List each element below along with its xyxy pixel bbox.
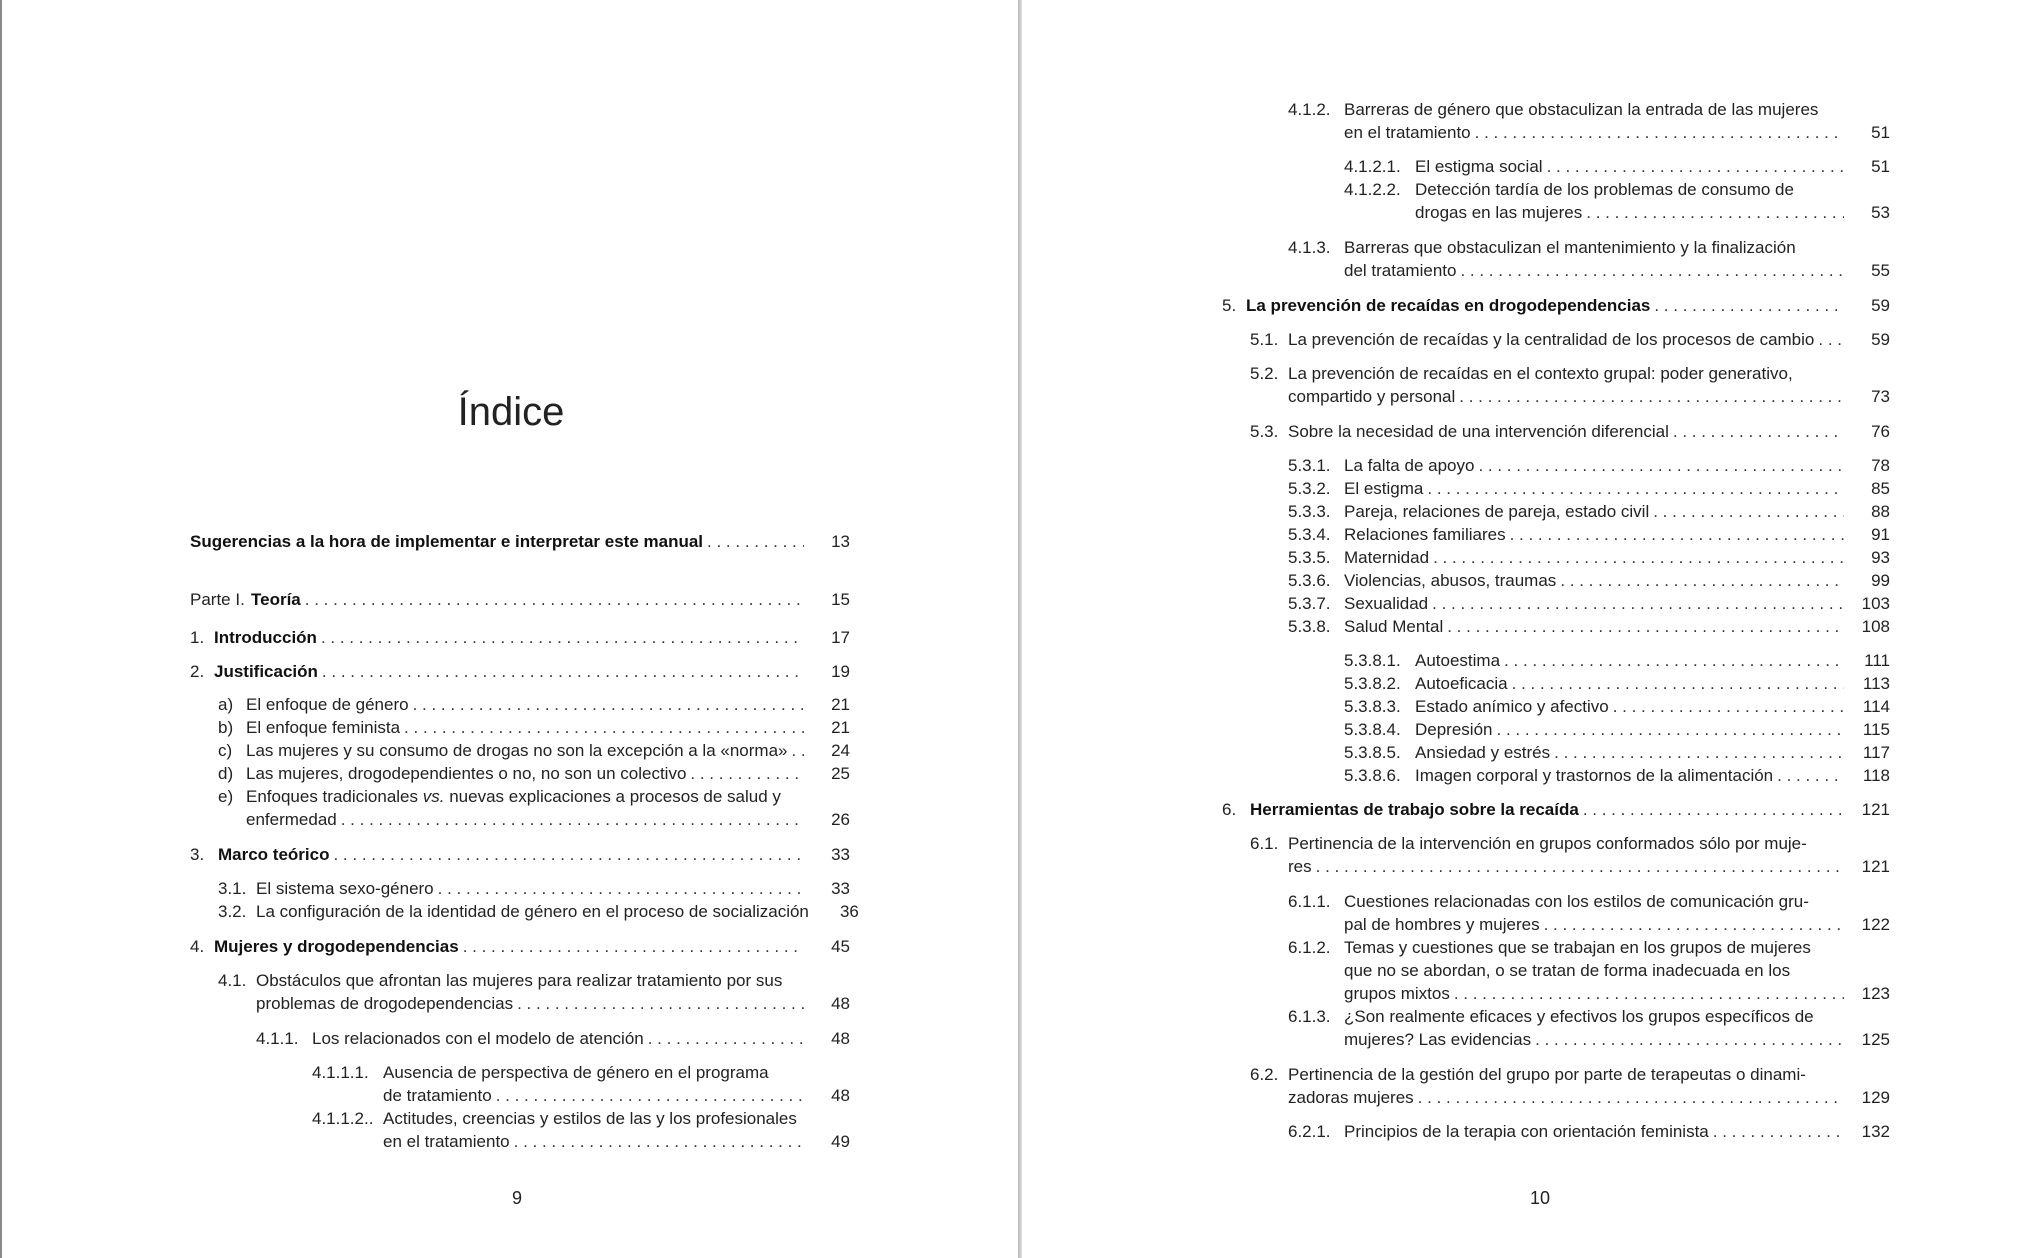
page-title: Índice — [457, 390, 565, 434]
page-number: 9 — [511, 1188, 522, 1208]
toc-entry-5-3-4[interactable]: 5.3.4. Relaciones familiares . . . 91 — [1288, 523, 1890, 546]
toc-entry-5-3-8-5[interactable]: 5.3.8.5. Ansiedad y estrés . . . 117 — [1344, 741, 1890, 764]
toc-entry-6-1[interactable]: 6.1. Pertinencia de la intervención en grupos conformados sólo por muje- res . . . 121 — [1250, 832, 1890, 878]
toc-entry-6-1-3[interactable]: 6.1.3. ¿Son realmente eficaces y efectivos los grupos específicos de mujeres? Las evidencias . . . 125 — [1288, 1005, 1890, 1051]
toc-entry-4-1-2-2[interactable]: 4.1.2.2. Detección tardía de los problemas de consumo de drogas en las mujeres . . . 53 — [1344, 178, 1890, 224]
toc-entry-4-1-2-1[interactable]: 4.1.2.1. El estigma social . . . 51 — [1344, 155, 1890, 178]
toc-entry-4-1-1-2[interactable]: 4.1.1.2.. Actitudes, creencias y estilos de las y los profesionales en el tratamiento . . . 49 — [312, 1107, 850, 1153]
toc-entry-6-1-1[interactable]: 6.1.1. Cuestiones relacionadas con los estilos de comunicación gru- pal de hombres y mujeres . . . 122 — [1288, 890, 1890, 936]
toc-entry-parte-1[interactable]: Parte I. Teoría . . . 15 — [190, 588, 850, 611]
toc-entry-3-2[interactable]: 3.2. La configuración de la identidad de género en el proceso de socialización 36 — [218, 902, 859, 921]
toc-entry-6-1-2[interactable]: 6.1.2. Temas y cuestiones que se trabajan en los grupos de mujeres que no se abordan, o se tratan de forma inadecuada en los grupos mixtos . . . 123 — [1288, 936, 1890, 1005]
toc-entry-5-3-8[interactable]: 5.3.8. Salud Mental . . . 108 — [1288, 615, 1890, 638]
toc-entry-4[interactable]: 4. Mujeres y drogodependencias . . . 45 — [190, 935, 850, 958]
toc-entry-5-1[interactable]: 5.1. La prevención de recaídas y la centralidad de los procesos de cambio . . . 59 — [1250, 328, 1890, 351]
toc-entry-5[interactable]: 5. La prevención de recaídas en drogodependencias . . . 59 — [1222, 294, 1890, 317]
toc-entry-4-1[interactable]: 4.1. Obstáculos que afrontan las mujeres para realizar tratamiento por sus problemas de drogodependencias . . . 48 — [218, 969, 850, 1015]
toc-entry-3[interactable]: 3. Marco teórico . . . 33 — [190, 843, 850, 866]
left-page — [0, 0, 1018, 1258]
toc-entry-5-3-5[interactable]: 5.3.5. Maternidad . . . 93 — [1288, 546, 1890, 569]
toc-entry-5-3-8-2[interactable]: 5.3.8.2. Autoeficacia . . . 113 — [1344, 672, 1890, 695]
toc-entry-5-3-3[interactable]: 5.3.3. Pareja, relaciones de pareja, estado civil . . . 88 — [1288, 500, 1890, 523]
toc-entry-6-2-1[interactable]: 6.2.1. Principios de la terapia con orientación feminista . . . 132 — [1288, 1120, 1890, 1143]
right-page — [1022, 0, 2038, 1258]
toc-entry-6-2[interactable]: 6.2. Pertinencia de la gestión del grupo por parte de terapeutas o dinami- zadoras mujeres . . . 129 — [1250, 1063, 1890, 1109]
toc-entry-3-1[interactable]: 3.1. El sistema sexo-género . . . 33 — [218, 877, 850, 900]
toc-entry-2a[interactable]: a) El enfoque de género . . . 21 — [218, 693, 850, 716]
toc-entry-5-3-6[interactable]: 5.3.6. Violencias, abusos, traumas . . . 99 — [1288, 569, 1890, 592]
toc-entry-2e[interactable]: e) Enfoques tradicionales vs. nuevas explicaciones a procesos de salud y enfermedad . . . 26 — [218, 785, 850, 831]
page-number: 10 — [1529, 1188, 1551, 1208]
toc-entry-2d[interactable]: d) Las mujeres, drogodependientes o no, no son un colectivo . . . 25 — [218, 762, 850, 785]
toc-entry-5-3[interactable]: 5.3. Sobre la necesidad de una intervención diferencial . . . 76 — [1250, 420, 1890, 443]
toc-entry-4-1-1-1[interactable]: 4.1.1.1. Ausencia de perspectiva de género en el programa de tratamiento . . . 48 — [312, 1061, 850, 1107]
toc-entry-2c[interactable]: c) Las mujeres y su consumo de drogas no son la excepción a la «norma» . . . 24 — [218, 739, 850, 762]
toc-entry-2b[interactable]: b) El enfoque feminista . . . 21 — [218, 716, 850, 739]
toc-entry-1[interactable]: 1. Introducción . . . 17 — [190, 626, 850, 649]
toc-entry-5-3-2[interactable]: 5.3.2. El estigma . . . 85 — [1288, 477, 1890, 500]
toc-entry-6[interactable]: 6. Herramientas de trabajo sobre la recaída . . . 121 — [1222, 798, 1890, 821]
toc-entry-5-3-1[interactable]: 5.3.1. La falta de apoyo . . . 78 — [1288, 454, 1890, 477]
toc-entry-5-3-8-1[interactable]: 5.3.8.1. Autoestima . . . 111 — [1344, 649, 1890, 672]
toc-entry-4-1-2[interactable]: 4.1.2. Barreras de género que obstaculizan la entrada de las mujeres en el tratamiento . . . 51 — [1288, 98, 1890, 144]
toc-entry-2[interactable]: 2. Justificación . . . 19 — [190, 660, 850, 683]
toc-entry-5-2[interactable]: 5.2. La prevención de recaídas en el contexto grupal: poder generativo, compartido y personal . . . 73 — [1250, 362, 1890, 408]
toc-entry-5-3-8-6[interactable]: 5.3.8.6. Imagen corporal y trastornos de la alimentación . . . 118 — [1344, 764, 1890, 787]
toc-entry-sugerencias[interactable]: Sugerencias a la hora de implementar e interpretar este manual . . . 13 — [190, 530, 850, 553]
toc-entry-4-1-3[interactable]: 4.1.3. Barreras que obstaculizan el mantenimiento y la finalización del tratamiento . . . 55 — [1288, 236, 1890, 282]
toc-entry-5-3-8-3[interactable]: 5.3.8.3. Estado anímico y afectivo . . . 114 — [1344, 695, 1890, 718]
toc-entry-4-1-1[interactable]: 4.1.1. Los relacionados con el modelo de atención . . . 48 — [256, 1027, 850, 1050]
toc-entry-5-3-8-4[interactable]: 5.3.8.4. Depresión . . . 115 — [1344, 718, 1890, 741]
toc-entry-5-3-7[interactable]: 5.3.7. Sexualidad . . . 103 — [1288, 592, 1890, 615]
